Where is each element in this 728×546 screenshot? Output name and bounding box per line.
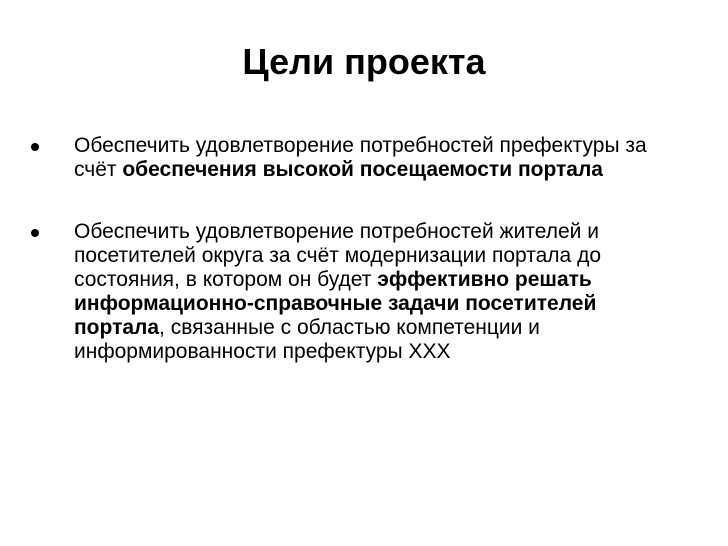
bullet-2-text-regular-start: Обеспечить удовлетворение потребностей жителей и посетителей округа за счёт модернизации портала до состояния, в котором он будет: [74, 220, 601, 291]
bullet-1-text: [74, 134, 647, 181]
bullet-dot-icon: [31, 229, 39, 237]
slide-title: Цели проекта: [242, 41, 486, 82]
bullet-1-text-bold: обеспечения высокой посещаемости портала: [122, 158, 603, 181]
bullet-item-2: [31, 220, 691, 364]
bullet-item-1: [31, 134, 691, 182]
bullet-1-text-regular: Обеспечить удовлетворение потребностей префектуры за счёт: [74, 134, 647, 181]
bullet-2-text: [74, 220, 601, 363]
bullet-2-text-bold: эффективно решать информационно-справочные задачи посетителей портала: [74, 268, 597, 339]
bullet-list: [31, 134, 691, 364]
bullet-2-text-regular-end: , связанные с областью компетенции и информированности префектуры ХХХ: [74, 316, 540, 363]
bullet-dot-icon: [31, 143, 39, 151]
